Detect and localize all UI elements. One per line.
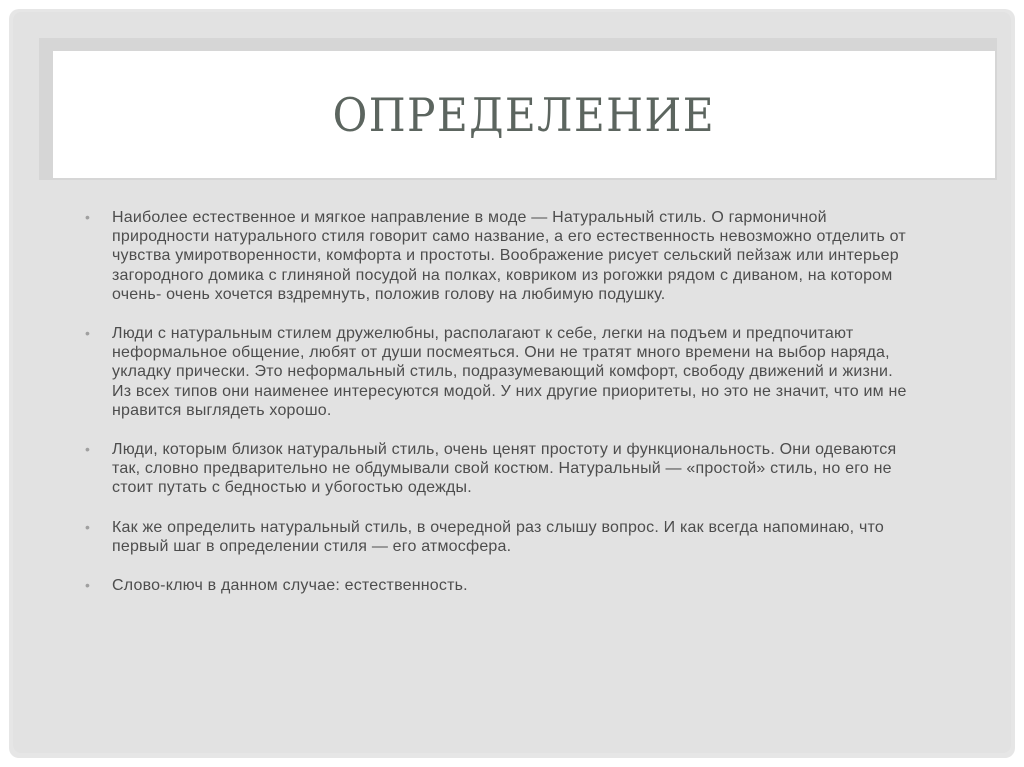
bullet-dot-icon: • <box>85 441 91 458</box>
bullet-dot-icon: • <box>85 209 91 225</box>
bullet-dot-icon: • <box>85 577 91 594</box>
slide-title: ОПРЕДЕЛЕНИЕ <box>332 87 716 142</box>
bullet-text: Люди, которым близок натуральный стиль, очень ценят простоту и функциональность. Они одеваются так, словно предварительно не обдумывали свой костюм. Натуральный — «простой» стиль, но его не стоит путать с бедностью и убогостью одежды. <box>112 441 897 497</box>
title-box <box>53 51 995 178</box>
bullet-dot-icon: • <box>85 518 91 535</box>
bullet-text: Как же определить натуральный стиль, в очередной раз слышу вопрос. И как всегда напоминаю, что первый шаг в определении стиля — его атмосфера. <box>112 518 884 555</box>
bullet-text: Слово-ключ в данном случае: естественность. <box>112 577 468 595</box>
bullet-text: Наиболее естественное и мягкое направление в моде — Натуральный стиль. О гармоничной природности натурального стиля говорит само название, а его естественность невозможно отделить от чувства умиротворенности, комфорта и простоты. Воображение рисует сельский пейзаж или интерьер загородного домика с глиняной посудой на полках, ковриком из рогожки рядом с диваном, на котором очень- очень хочется вздремнуть, положив голову на любимую подушку. <box>112 209 906 303</box>
slide-content <box>85 208 915 595</box>
bullet-item <box>85 440 915 498</box>
bullet-item <box>85 518 915 556</box>
bullet-dot-icon: • <box>85 325 91 342</box>
bullet-text: Люди с натуральным стилем дружелюбны, располагают к себе, легки на подъем и предпочитают неформальное общение, любят от души посмеяться. Они не тратят много времени на выбор наряда, укладку прически. Это неформальный стиль, подразумевающий комфорт, свободу движений и жизни. Из всех типов они наименее интересуются модой. У них другие приоритеты, но это не значит, что им не нравится выглядеть хорошо. <box>112 325 907 419</box>
bullet-item <box>85 208 915 304</box>
bullet-item <box>85 576 915 595</box>
slide <box>13 12 1011 753</box>
bullet-item <box>85 324 915 420</box>
bullet-list <box>85 208 915 595</box>
